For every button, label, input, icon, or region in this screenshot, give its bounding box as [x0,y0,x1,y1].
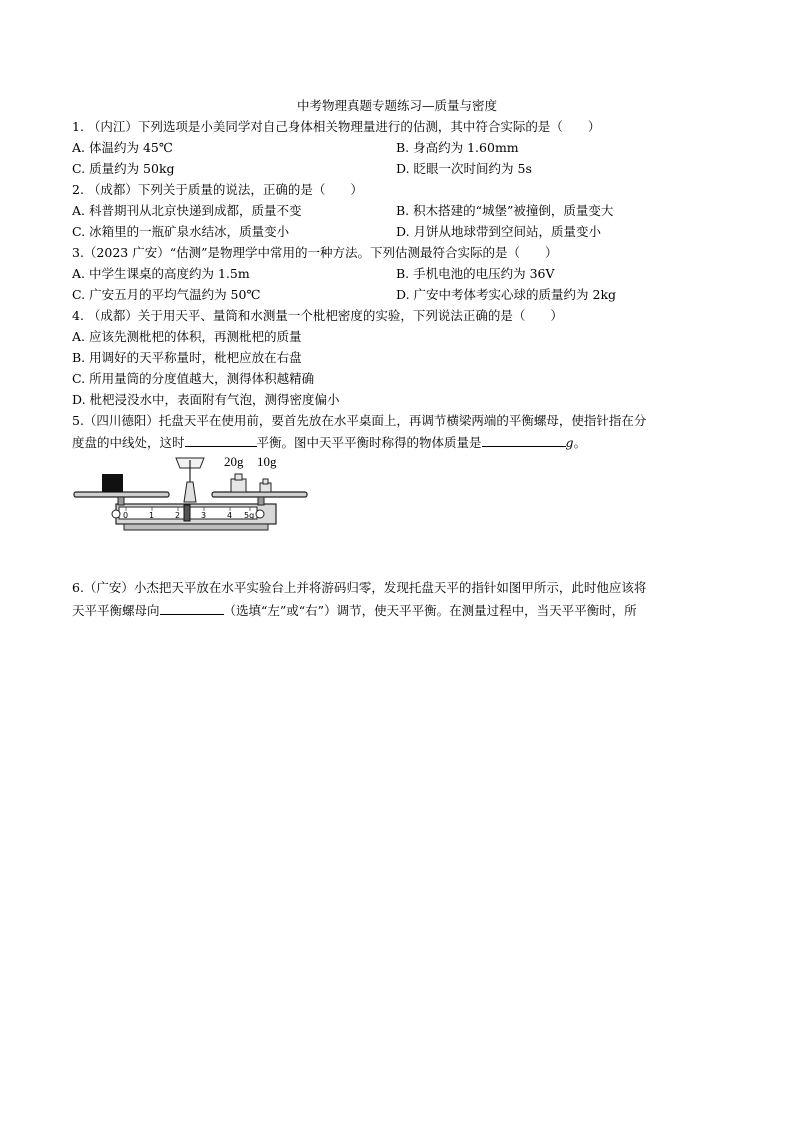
q3-option-c: C. 广安五月的平均气温约为 50℃ [72,287,261,302]
q5-blank-2[interactable] [482,434,566,447]
q2-option-a: A. 科普期刊从北京快递到成都，质量不变 [72,203,302,218]
q2-option-c: C. 冰箱里的一瓶矿泉水结冰，质量变小 [72,224,290,239]
q3-option-a: A. 中学生课桌的高度约为 1.5m [72,266,250,281]
q1-option-d: D. 眨眼一次时间约为 5s [396,161,532,176]
q5-tick-0: 0 [123,511,129,520]
q2-option-b: B. 积木搭建的“城堡”被撞倒，质量变大 [396,203,614,218]
q5-line2-end: 。 [573,435,587,450]
q4-option-b: B. 用调好的天平称量时，枇杷应放在右盘 [72,350,302,365]
q6-line2-text-a: 天平平衡螺母向 [72,603,160,618]
q5-tick-3: 3 [201,511,207,520]
q5-weight-10g-label: 10g [257,454,277,469]
q5-line2-text-b: 平衡。图中天平平衡时称得的物体质量是 [256,435,482,450]
q2-stem: 2. （成都）下列关于质量的说法，正确的是（ ） [72,182,363,197]
q5-line2-text-a: 度盘的中线处，这时 [72,435,185,450]
q3-option-b: B. 手机电池的电压约为 36V [396,266,555,281]
q4-stem: 4. （成都）关于用天平、量筒和水测量一个枇杷密度的实验，下列说法正确的是（ ） [72,308,563,323]
q5-object-block [102,474,123,492]
q4-option-d: D. 枇杷浸没水中，表面附有气泡，测得密度偏小 [72,392,340,407]
q5-weight-20g-label: 20g [224,454,244,469]
q6-blank-1[interactable] [160,602,224,615]
q6-line2-text-b: （选填“左”或“右”）调节，使天平平衡。在测量过程中，当天平平衡时，所 [223,603,637,618]
q5-blank-1[interactable] [185,434,257,447]
q2-option-d: D. 月饼从地球带到空间站，质量变小 [396,224,602,239]
q1-option-c: C. 质量约为 50kg [72,161,175,176]
q4-option-a: A. 应该先测枇杷的体积，再测枇杷的质量 [72,329,302,344]
q3-stem: 3.（2023 广安）“估测”是物理学中常用的一种方法。下列估测最符合实际的是（ ） [72,245,558,260]
q5-tick-4: 4 [227,511,233,520]
q5-rider [184,505,190,521]
q5-line1: 5.（四川德阳）托盘天平在使用前，要首先放在水平桌面上，再调节横梁两端的平衡螺母，使指针指在分 [72,413,647,428]
q6-line2 [72,602,637,619]
q5-tick-2: 2 [175,511,181,520]
page-title: 中考物理真题专题练习—质量与密度 [296,98,497,113]
q3-option-d: D. 广安中考体考实心球的质量约为 2kg [396,287,617,302]
q1-stem: 1. （内江）下列选项是小美同学对自己身体相关物理量进行的估测，其中符合实际的是（ ） [72,119,601,134]
q4-option-c: C. 所用量筒的分度值越大，测得体积越精确 [72,371,315,386]
q5-line2 [72,434,586,451]
q5-balance-figure [72,452,310,532]
q5-tick-1: 1 [149,511,155,520]
q5-unit: g [565,435,574,450]
q1-option-b: B. 身高约为 1.60mm [396,140,519,155]
q6-line1: 6.（广安）小杰把天平放在水平实验台上并将游码归零，发现托盘天平的指针如图甲所示，此时他应该将 [72,580,647,595]
q5-tick-5g: 5g [244,511,255,520]
q1-option-a: A. 体温约为 45℃ [72,140,173,155]
